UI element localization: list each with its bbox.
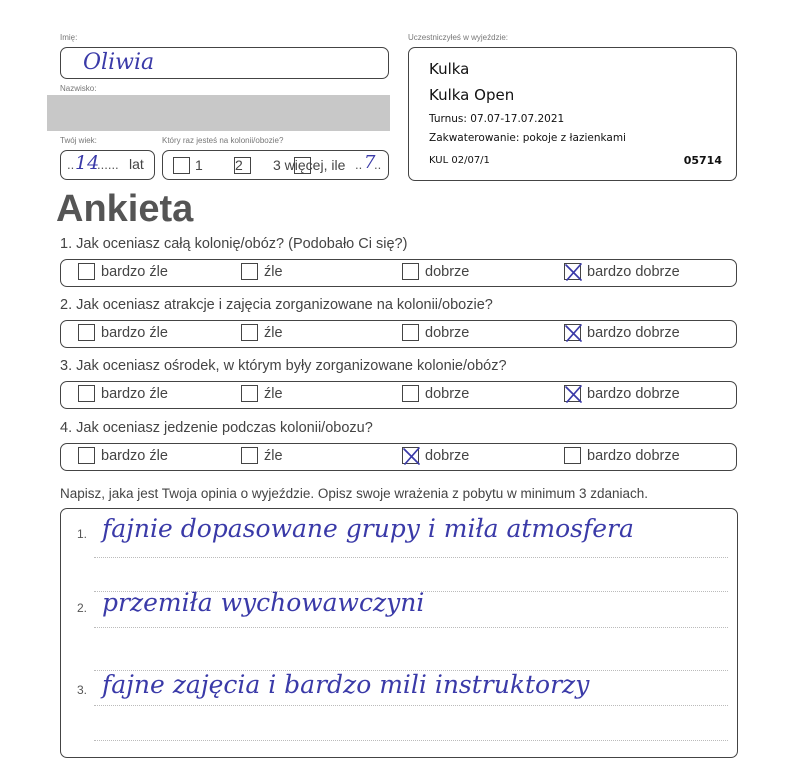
rating-option[interactable] <box>402 263 469 280</box>
question-3-options <box>60 381 737 409</box>
check-mark-icon <box>563 322 585 344</box>
rating-option[interactable] <box>241 324 283 341</box>
question-number: 2. <box>60 297 73 313</box>
times-option-2: 2 <box>235 157 243 173</box>
rating-checkbox[interactable] <box>241 324 258 341</box>
answer-number: 2. <box>77 601 88 615</box>
opinion-box[interactable] <box>60 508 738 758</box>
rating-checkbox[interactable] <box>402 263 419 280</box>
first-name-field[interactable] <box>60 47 389 79</box>
rating-checkbox[interactable] <box>78 385 95 402</box>
rating-option[interactable] <box>78 263 168 280</box>
answer-number: 3. <box>77 683 88 697</box>
times-field[interactable] <box>162 150 389 180</box>
writing-line <box>94 627 728 628</box>
rating-checkbox[interactable] <box>564 385 581 402</box>
question-number: 3. <box>60 358 73 374</box>
rating-checkbox[interactable] <box>564 263 581 280</box>
question-4-options <box>60 443 737 471</box>
trip-turnus: Turnus: 07.07-17.07.2021 <box>429 113 565 125</box>
rating-option[interactable] <box>241 385 283 402</box>
rating-checkbox[interactable] <box>564 324 581 341</box>
rating-option[interactable] <box>402 324 469 341</box>
rating-checkbox[interactable] <box>78 447 95 464</box>
rating-option[interactable] <box>564 447 680 464</box>
opinion-prompt: Napisz, jaka jest Twoja opinia o wyjeździe. Opisz swoje wrażenia z pobytu w minimum 3 zdaniach. <box>60 486 649 501</box>
rating-checkbox[interactable] <box>564 447 581 464</box>
rating-option[interactable] <box>241 263 283 280</box>
age-label: Twój wiek: <box>60 136 97 145</box>
rating-label: źle <box>264 263 283 280</box>
first-name-value: Oliwia <box>83 50 155 75</box>
rating-option[interactable] <box>402 385 469 402</box>
first-name-label: Imię: <box>60 33 78 42</box>
rating-checkbox[interactable] <box>78 263 95 280</box>
question-label: Jak oceniasz ośrodek, w którym były zorganizowane kolonie/obóz? <box>76 358 507 374</box>
rating-checkbox[interactable] <box>78 324 95 341</box>
times-label: Który raz jesteś na kolonii/obozie? <box>162 136 284 145</box>
age-field[interactable] <box>60 150 155 180</box>
rating-label: źle <box>264 324 283 341</box>
rating-label: bardzo dobrze <box>587 324 680 341</box>
rating-checkbox[interactable] <box>241 385 258 402</box>
question-label: Jak oceniasz atrakcje i zajęcia zorganizowane na kolonii/obozie? <box>76 297 493 313</box>
trip-number: 05714 <box>683 154 722 167</box>
last-name-redaction <box>47 95 390 131</box>
age-dots-before: .. <box>67 157 75 172</box>
rating-label: bardzo źle <box>101 324 168 341</box>
writing-line <box>94 557 728 558</box>
survey-title: Ankieta <box>56 188 194 230</box>
trip-name: Kulka <box>429 60 470 78</box>
trip-info-box <box>408 47 737 181</box>
times-dots-before: .. <box>355 157 363 172</box>
rating-label: bardzo dobrze <box>587 447 680 464</box>
rating-label: dobrze <box>425 324 470 341</box>
times-dots-after: .. <box>374 157 382 172</box>
rating-label: dobrze <box>425 385 470 402</box>
question-4-text <box>60 420 373 436</box>
rating-label: źle <box>264 385 283 402</box>
writing-line <box>94 740 728 741</box>
rating-option[interactable] <box>78 447 168 464</box>
question-2-text <box>60 297 493 313</box>
question-number: 1. <box>60 236 73 252</box>
question-label: Jak oceniasz jedzenie podczas kolonii/obozu? <box>76 420 373 436</box>
times-option-3: 3 więcej, ile <box>273 157 346 173</box>
rating-option[interactable] <box>564 324 680 341</box>
writing-line <box>94 705 728 706</box>
question-2-options <box>60 320 737 348</box>
question-label: Jak oceniasz całą kolonię/obóz? (Podobało Ci się?) <box>76 236 408 252</box>
answer-text: przemiła wychowawczyni <box>102 588 425 617</box>
last-name-label: Nazwisko: <box>60 84 97 93</box>
answer-text: fajne zajęcia i bardzo mili instruktorzy <box>102 670 590 699</box>
age-unit: lat <box>129 156 144 172</box>
trip-label: Uczestniczyłeś w wyjeździe: <box>408 33 509 42</box>
question-1-text <box>60 236 407 252</box>
rating-label: bardzo źle <box>101 447 168 464</box>
rating-label: bardzo dobrze <box>587 263 680 280</box>
times-checkbox-1[interactable] <box>173 157 190 174</box>
answer-text: fajnie dopasowane grupy i miła atmosfera <box>102 514 634 543</box>
times-value: 7 <box>364 152 376 173</box>
age-value: 14 <box>75 152 100 174</box>
rating-checkbox[interactable] <box>402 385 419 402</box>
trip-accommodation: Zakwaterowanie: pokoje z łazienkami <box>429 132 626 144</box>
rating-option[interactable] <box>78 385 168 402</box>
question-number: 4. <box>60 420 73 436</box>
rating-option[interactable] <box>402 447 469 464</box>
times-option-1: 1 <box>195 157 203 173</box>
answer-number: 1. <box>77 527 88 541</box>
rating-checkbox[interactable] <box>402 447 419 464</box>
question-3-text <box>60 358 507 374</box>
rating-option[interactable] <box>78 324 168 341</box>
check-mark-icon <box>401 445 423 467</box>
rating-label: źle <box>264 447 283 464</box>
check-mark-icon <box>563 383 585 405</box>
rating-label: dobrze <box>425 447 470 464</box>
rating-label: dobrze <box>425 263 470 280</box>
rating-label: bardzo dobrze <box>587 385 680 402</box>
rating-checkbox[interactable] <box>402 324 419 341</box>
rating-option[interactable] <box>564 385 680 402</box>
rating-label: bardzo źle <box>101 385 168 402</box>
rating-option[interactable] <box>241 447 283 464</box>
trip-variant: Kulka Open <box>429 86 515 104</box>
rating-checkbox[interactable] <box>241 447 258 464</box>
check-mark-icon <box>563 261 585 283</box>
trip-code: KUL 02/07/1 <box>429 155 490 166</box>
question-1-options <box>60 259 737 287</box>
rating-option[interactable] <box>564 263 680 280</box>
age-dots: ...... <box>97 157 119 172</box>
rating-checkbox[interactable] <box>241 263 258 280</box>
rating-label: bardzo źle <box>101 263 168 280</box>
